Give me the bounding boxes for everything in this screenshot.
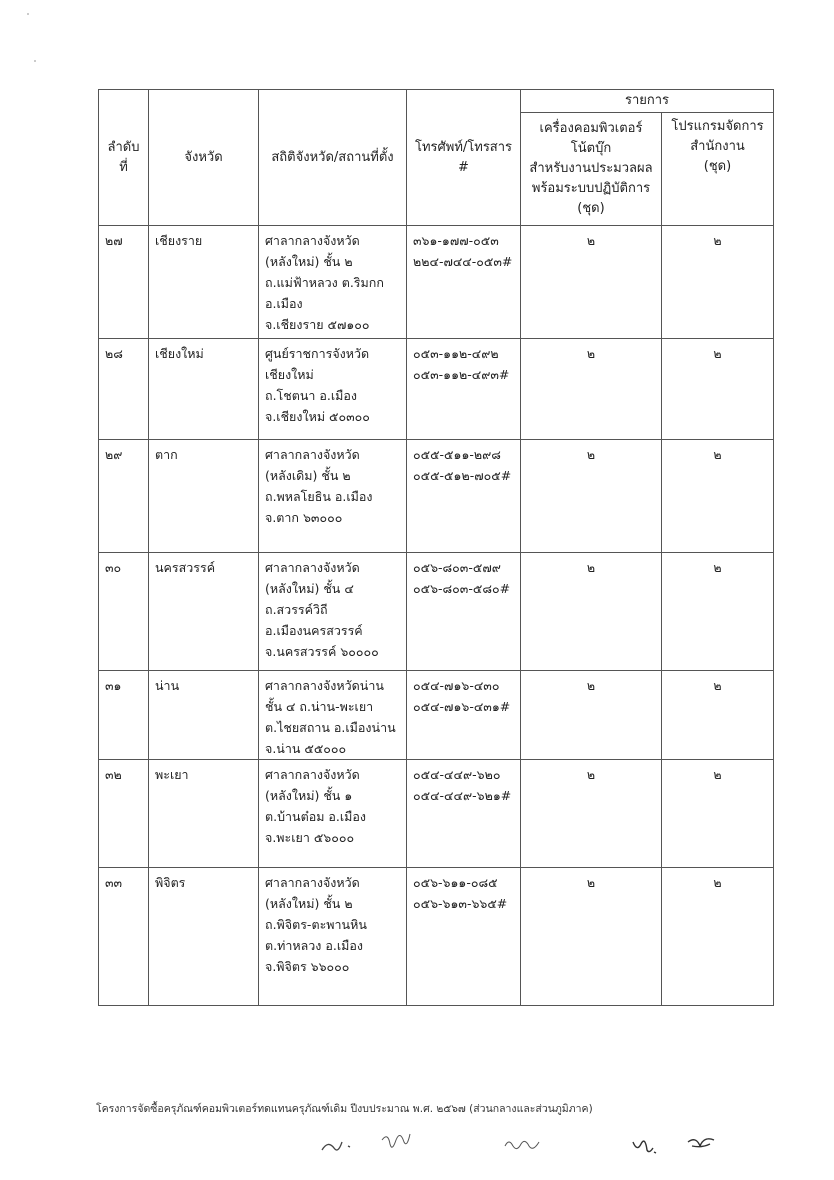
phone-line: ๐๕๖-๖๑๑-๐๘๕	[413, 875, 498, 890]
address-line: จ.เชียงใหม่ ๕๐๓๐๐	[265, 409, 370, 424]
address-line: จ.ตาก ๖๓๐๐๐	[265, 510, 343, 525]
cell-phone	[407, 671, 521, 760]
cell-office-qty: ๒	[662, 553, 774, 671]
table-row	[99, 868, 774, 1006]
cell-office-qty: ๒	[662, 671, 774, 760]
phone-line: ๐๕๔-๔๔๙-๖๒๑#	[413, 788, 512, 803]
header-items-group: รายการ	[521, 90, 774, 113]
address-line: เชียงใหม่	[265, 367, 314, 382]
cell-address	[259, 760, 407, 868]
table-row	[99, 553, 774, 671]
phone-line: ๐๕๓-๑๑๒-๔๙๒	[413, 346, 499, 361]
phone-line: ๐๕๔-๗๑๖-๔๓๐	[413, 678, 500, 693]
scan-speck	[27, 13, 29, 15]
address-line: ชั้น ๔ ถ.น่าน-พะเยา	[265, 699, 374, 714]
header-notebook: เครื่องคอมพิวเตอร์ โน้ตบุ๊ก สำหรับงานประมวลผล พร้อมระบบปฏิบัติการ (ชุด)	[521, 113, 662, 226]
cell-phone	[407, 339, 521, 440]
cell-province: นครสวรรค์	[149, 553, 259, 671]
address-line: ต.ไชยสถาน อ.เมืองน่าน	[265, 720, 396, 735]
cell-notebook-qty: ๒	[521, 226, 662, 339]
table-row	[99, 226, 774, 339]
address-line: จ.เชียงราย ๕๗๑๐๐	[265, 317, 370, 332]
address-line: (หลังเดิม) ชั้น ๒	[265, 468, 351, 483]
address-line: (หลังใหม่) ชั้น ๒	[265, 896, 353, 911]
header-order: ลำดับ ที่	[99, 90, 149, 226]
address-line: จ.พิจิตร ๖๖๐๐๐	[265, 959, 350, 974]
phone-line: ๐๕๕-๕๑๑-๒๙๘	[413, 447, 501, 462]
cell-phone	[407, 553, 521, 671]
address-line: ถ.พหลโยธิน อ.เมือง	[265, 489, 373, 504]
address-line: ถ.แม่ฟ้าหลวง ต.ริมกก	[265, 275, 384, 290]
cell-address	[259, 868, 407, 1006]
cell-order: ๒๙	[99, 440, 149, 553]
header-phone: โทรศัพท์/โทรสาร #	[407, 90, 521, 226]
cell-order: ๓๐	[99, 553, 149, 671]
address-line: จ.พะเยา ๕๖๐๐๐	[265, 830, 355, 845]
cell-office-qty: ๒	[662, 226, 774, 339]
signatures	[300, 1122, 760, 1162]
cell-phone	[407, 760, 521, 868]
cell-address	[259, 226, 407, 339]
scan-speck	[34, 60, 36, 62]
address-line: ถ.โชตนา อ.เมือง	[265, 388, 357, 403]
table-row	[99, 760, 774, 868]
cell-province: เชียงใหม่	[149, 339, 259, 440]
header-province: จังหวัด	[149, 90, 259, 226]
phone-line: ๐๕๖-๘๐๓-๕๗๙	[413, 560, 501, 575]
cell-province: พิจิตร	[149, 868, 259, 1006]
cell-office-qty: ๒	[662, 760, 774, 868]
address-line: ต.บ้านต๋อม อ.เมือง	[265, 809, 367, 824]
equipment-table	[98, 89, 774, 1006]
address-line: (หลังใหม่) ชั้น ๔	[265, 581, 354, 596]
cell-phone	[407, 868, 521, 1006]
cell-order: ๓๑	[99, 671, 149, 760]
address-line: ถ.สวรรค์วิถี	[265, 602, 328, 617]
cell-address	[259, 671, 407, 760]
phone-line: ๐๕๕-๕๑๒-๗๐๕#	[413, 468, 512, 483]
footer-note: โครงการจัดซื้อครุภัณฑ์คอมพิวเตอร์ทดแทนครุภัณฑ์เดิม ปีงบประมาณ พ.ศ. ๒๕๖๗ (ส่วนกลางและส่วนภูมิภาค)	[96, 1103, 593, 1115]
address-line: (หลังใหม่) ชั้น ๑	[265, 788, 353, 803]
table-row	[99, 339, 774, 440]
address-line: จ.นครสวรรค์ ๖๐๐๐๐	[265, 644, 379, 659]
cell-order: ๓๒	[99, 760, 149, 868]
phone-line: ๐๕๓-๑๑๒-๔๙๓#	[413, 367, 510, 382]
header-office-software: โปรแกรมจัดการ สำนักงาน (ชุด)	[662, 113, 774, 226]
address-line: ถ.พิจิตร-ตะพานหิน	[265, 917, 367, 932]
cell-address	[259, 553, 407, 671]
cell-order: ๓๓	[99, 868, 149, 1006]
phone-line: ๓๖๑-๑๗๗-๐๕๓	[413, 233, 499, 248]
address-line: อ.เมืองนครสวรรค์	[265, 623, 363, 638]
cell-province: ตาก	[149, 440, 259, 553]
address-line: (หลังใหม่) ชั้น ๒	[265, 254, 353, 269]
table-row	[99, 440, 774, 553]
cell-phone	[407, 226, 521, 339]
cell-notebook-qty: ๒	[521, 339, 662, 440]
cell-address	[259, 339, 407, 440]
cell-province: พะเยา	[149, 760, 259, 868]
table-row	[99, 671, 774, 760]
cell-order: ๒๗	[99, 226, 149, 339]
cell-province: เชียงราย	[149, 226, 259, 339]
cell-office-qty: ๒	[662, 440, 774, 553]
address-line: จ.น่าน ๕๕๐๐๐	[265, 741, 347, 756]
cell-order: ๒๘	[99, 339, 149, 440]
cell-address	[259, 440, 407, 553]
table-body	[99, 226, 774, 1006]
cell-notebook-qty: ๒	[521, 440, 662, 553]
address-line: ศาลากลางจังหวัด	[265, 767, 360, 782]
address-line: ศูนย์ราชการจังหวัด	[265, 346, 370, 361]
address-line: ศาลากลางจังหวัด	[265, 447, 360, 462]
cell-phone	[407, 440, 521, 553]
phone-line: ๐๕๖-๖๑๓-๖๖๕#	[413, 896, 508, 911]
cell-notebook-qty: ๒	[521, 553, 662, 671]
cell-office-qty: ๒	[662, 339, 774, 440]
phone-line: ๐๕๖-๘๐๓-๕๘๐#	[413, 581, 511, 596]
header-address: สถิติจังหวัด/สถานที่ตั้ง	[259, 90, 407, 226]
address-line: ศาลากลางจังหวัดน่าน	[265, 678, 384, 693]
cell-notebook-qty: ๒	[521, 868, 662, 1006]
cell-office-qty: ๒	[662, 868, 774, 1006]
phone-line: ๐๕๔-๔๔๙-๖๒๐	[413, 767, 501, 782]
phone-line: ๐๕๔-๗๑๖-๔๓๑#	[413, 699, 511, 714]
cell-notebook-qty: ๒	[521, 671, 662, 760]
address-line: อ.เมือง	[265, 296, 303, 311]
address-line: ต.ท่าหลวง อ.เมือง	[265, 938, 363, 953]
cell-province: น่าน	[149, 671, 259, 760]
address-line: ศาลากลางจังหวัด	[265, 875, 360, 890]
cell-notebook-qty: ๒	[521, 760, 662, 868]
address-line: ศาลากลางจังหวัด	[265, 233, 360, 248]
address-line: ศาลากลางจังหวัด	[265, 560, 360, 575]
phone-line: ๒๒๔-๗๔๔-๐๕๓#	[413, 254, 513, 269]
